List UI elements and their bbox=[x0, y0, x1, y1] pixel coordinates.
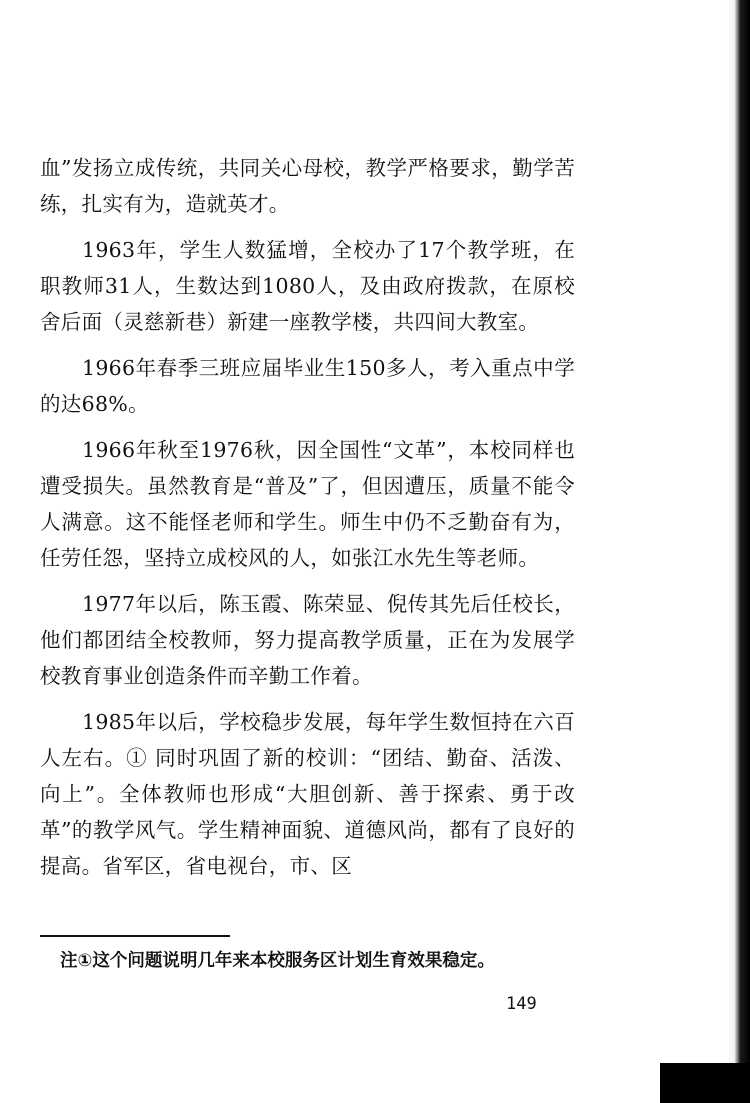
footnote-divider bbox=[40, 935, 230, 937]
page-body bbox=[40, 150, 575, 894]
paragraph-1: 血”发扬立成传统，共同关心母校，教学严格要求，勤学苦练，扎实有为，造就英才。 bbox=[40, 156, 575, 216]
paragraph-5: 1977年以后，陈玉霞、陈荣显、倪传其先后任校长，他们都团结全校教师，努力提高教学质量，正在为发展学校教育事业创造条件而辛勤工作着。 bbox=[40, 592, 575, 688]
footnote: 注①这个问题说明几年来本校服务区计划生育效果稳定。 bbox=[60, 951, 495, 971]
scan-edge-shadow bbox=[726, 0, 750, 1103]
scan-corner-shadow bbox=[660, 1063, 750, 1103]
paragraph-6: 1985年以后，学校稳步发展，每年学生数恒持在六百人左右。① 同时巩固了新的校训：“团结、勤奋、活泼、向上”。全体教师也形成“大胆创新、善于探索、勇于改革”的教学风气。学生精神面貌、道德风尚，都有了良好的提高。省军区，省电视台，市、区 bbox=[40, 710, 575, 878]
paragraph-3: 1966年春季三班应届毕业生150多人，考入重点中学的达68%。 bbox=[40, 356, 575, 416]
paragraph-2: 1963年，学生人数猛增，全校办了17个教学班，在职教师31人，生数达到1080人，及由政府拨款，在原校舍后面（灵慈新巷）新建一座教学楼，共四间大教室。 bbox=[40, 238, 575, 334]
page-number: 149 bbox=[506, 994, 537, 1014]
paragraph-4: 1966年秋至1976秋，因全国性“文革”，本校同样也遭受损失。虽然教育是“普及”了，但因遭压，质量不能令人满意。这不能怪老师和学生。师生中仍不乏勤奋有为，任劳任怨，坚持立成校风的人，如张江水先生等老师。 bbox=[40, 438, 575, 570]
